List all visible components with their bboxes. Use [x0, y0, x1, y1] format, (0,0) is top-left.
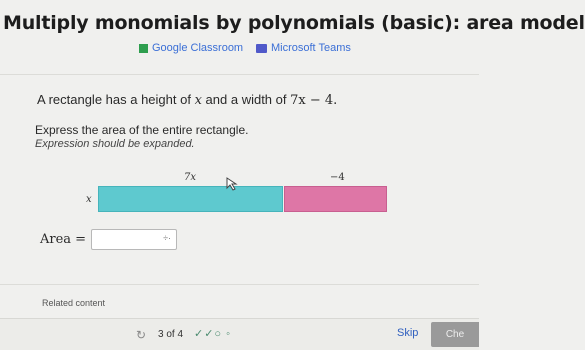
problem-statement [37, 92, 337, 108]
progress-dots: ✓✓○ ◦ [194, 328, 232, 340]
width-expression: 7x − 4. [290, 93, 338, 108]
google-classroom-icon [139, 44, 148, 53]
problem-text-prefix: A rectangle has a height of [37, 92, 191, 107]
label-minus-4: −4 [330, 172, 345, 183]
microsoft-teams-link[interactable] [256, 42, 351, 54]
question-prompt: Express the area of the entire rectangle. [35, 123, 249, 137]
google-classroom-link[interactable] [139, 42, 243, 54]
area-label: Area = [40, 232, 87, 247]
height-variable: x [194, 93, 202, 108]
check-button[interactable]: Che [431, 322, 479, 347]
divider [0, 284, 479, 285]
related-content-label: Related content [42, 298, 106, 308]
divider [0, 74, 479, 75]
area-rect-7x [98, 186, 283, 212]
problem-text-mid: and a width of [205, 92, 287, 107]
question-instruction: Expression should be expanded. [35, 138, 195, 150]
skip-button[interactable]: Skip [397, 327, 419, 339]
label-x: x [86, 194, 92, 205]
area-answer-input[interactable] [91, 229, 177, 250]
page-title: Multiply monomials by polynomials (basic): area model [3, 12, 585, 34]
microsoft-teams-label: Microsoft Teams [271, 42, 351, 54]
microsoft-teams-icon [256, 44, 267, 53]
progress-text: 3 of 4 [158, 329, 184, 340]
mouse-cursor-icon [226, 177, 238, 191]
keyboard-icon[interactable]: ÷· [163, 233, 171, 243]
area-rect-minus4 [284, 186, 387, 212]
footer-bar [0, 318, 479, 350]
label-7x: 7x [184, 172, 197, 183]
retry-icon[interactable]: ↻ [136, 328, 147, 342]
google-classroom-label: Google Classroom [152, 42, 244, 54]
